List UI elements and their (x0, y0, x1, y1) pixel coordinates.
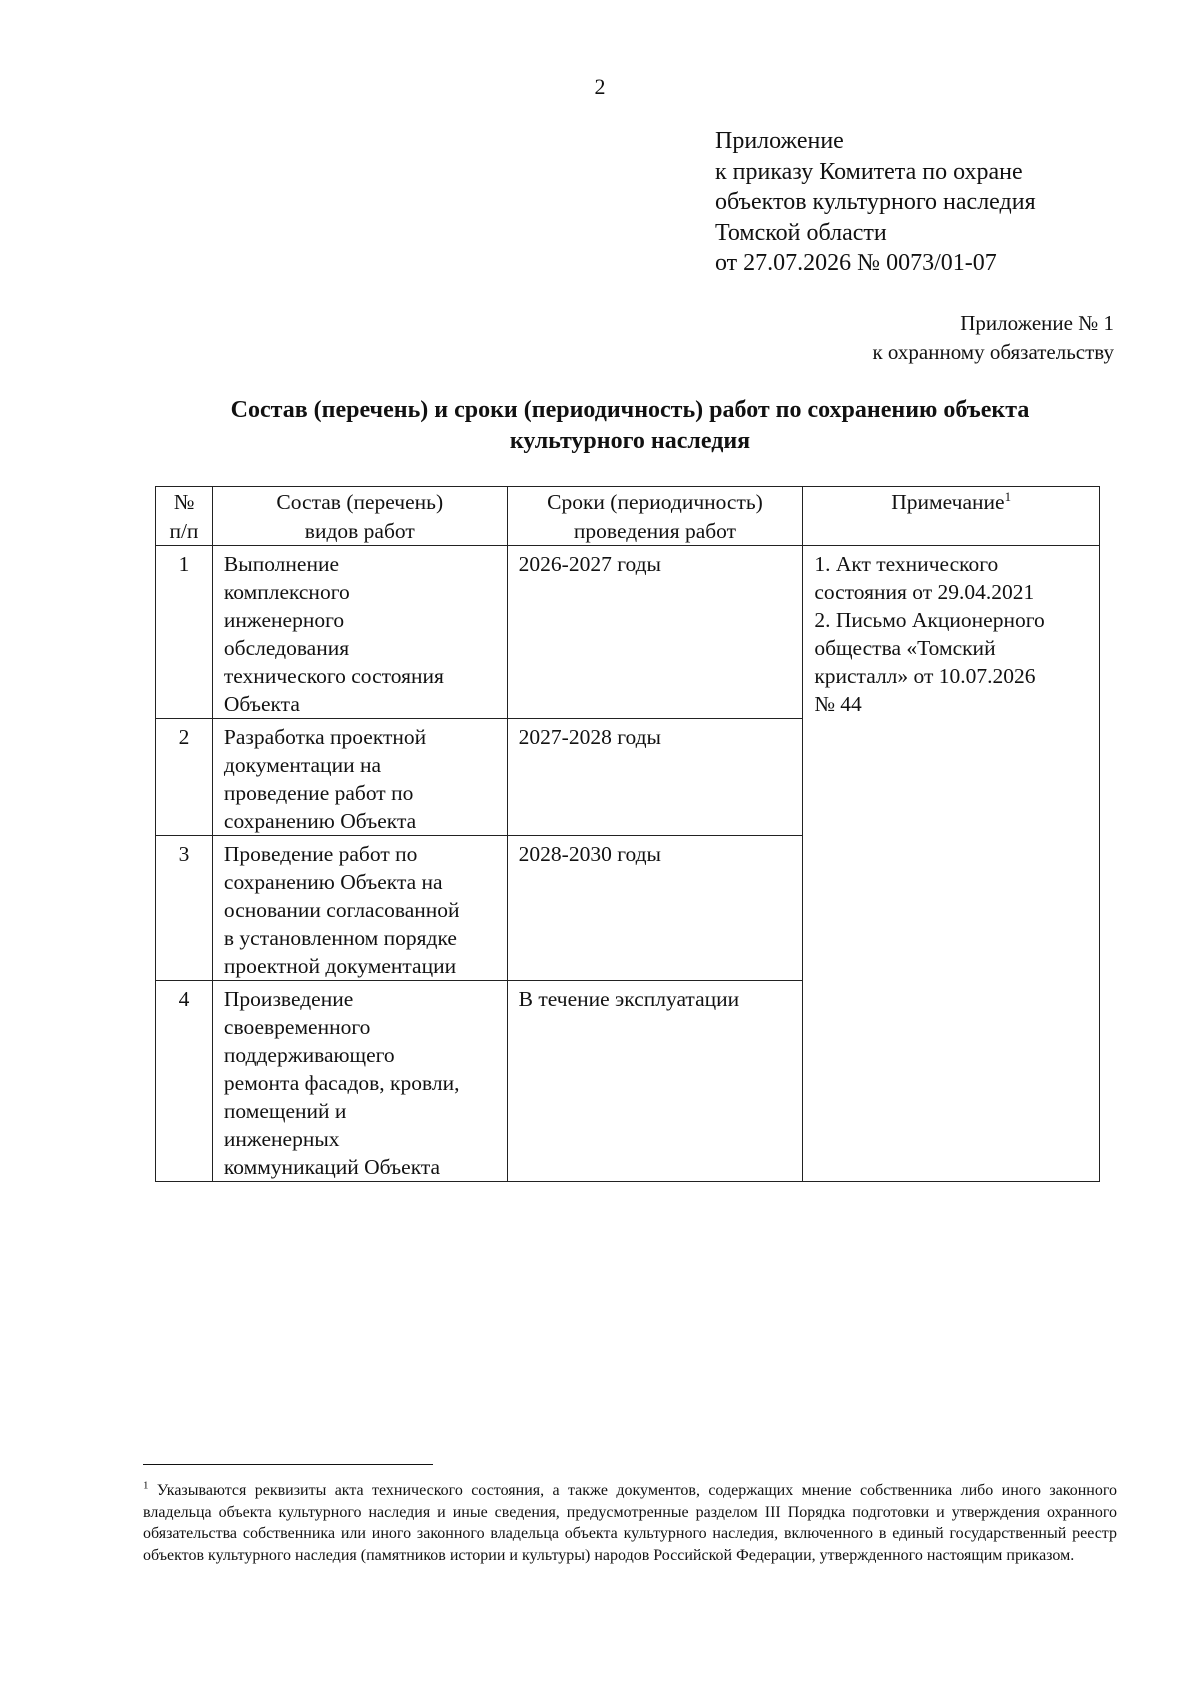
table-header-row (156, 487, 1100, 546)
row-works (212, 546, 507, 719)
row-number: 2 (156, 719, 213, 836)
works-table (155, 486, 1100, 1182)
works-line: Проведение работ по (223, 842, 418, 866)
header-text: п/п (169, 519, 199, 543)
header-text: видов работ (304, 519, 415, 543)
header-terms (507, 487, 803, 546)
document-title (130, 395, 1130, 457)
row-number: 1 (156, 546, 213, 719)
header-number (156, 487, 213, 546)
header-text: № (173, 490, 195, 514)
header-text: проведения работ (573, 519, 737, 543)
header-text: Сроки (периодичность) (547, 490, 763, 514)
footnote-mark: 1 (143, 1479, 149, 1492)
works-line: своевременного (223, 1015, 371, 1039)
footnote-separator (143, 1464, 433, 1465)
notes-line: кристалл» от 10.07.2026 (814, 664, 1036, 688)
notes-line: № 44 (814, 692, 862, 716)
page-number: 2 (594, 74, 606, 99)
row-notes (803, 546, 1100, 1182)
row-number: 3 (156, 836, 213, 981)
works-line: сохранению Объекта на (223, 870, 443, 894)
approval-line: объектов культурного наследия (715, 189, 1036, 215)
works-line: сохранению Объекта (223, 809, 417, 833)
works-line: помещений и (223, 1099, 347, 1123)
works-line: ремонта фасадов, кровли, (223, 1071, 460, 1095)
footnote-text: Указываются реквизиты акта технического состояния, а также документов, содержащих мнение собственника либо иного законного владельца объекта культурного наследия и иные сведения, предусмотренные разделом III Порядка подготовки и утверждения охранного обязательства собственника или иного законного владельца объекта культурного наследия, включенного в единый государственный реестр объектов культурного наследия (памятников истории и культуры) народов Российской Федерации, утвержденного настоящим приказом. (143, 1482, 1117, 1564)
works-line: обследования (223, 636, 350, 660)
row-terms: В течение эксплуатации (507, 981, 803, 1182)
title-line: Состав (перечень) и сроки (периодичность) работ по сохранению объекта (230, 397, 1030, 423)
works-line: поддерживающего (223, 1043, 395, 1067)
header-text: Состав (перечень) (276, 490, 444, 514)
works-line: основании согласованной (223, 898, 460, 922)
appendix-line: Приложение № 1 (960, 311, 1114, 335)
approval-line: к приказу Комитета по охране (715, 158, 1023, 185)
row-works (212, 719, 507, 836)
works-line: инженерного (223, 608, 345, 632)
header-notes (803, 487, 1100, 546)
row-works (212, 981, 507, 1182)
notes-line: 2. Письмо Акционерного (814, 608, 1045, 632)
row-terms: 2026-2027 годы (507, 546, 803, 719)
appendix-reference (872, 309, 1114, 367)
row-terms: 2027-2028 годы (507, 719, 803, 836)
row-works (212, 836, 507, 981)
works-line: инженерных (223, 1127, 340, 1151)
works-line: технического состояния (223, 664, 444, 688)
works-line: Объекта (223, 692, 300, 716)
works-line: Разработка проектной (223, 725, 427, 749)
works-line: в установленном порядке (223, 926, 457, 950)
footnote (143, 1480, 1117, 1566)
works-line: документации на (223, 753, 381, 777)
approval-block (715, 126, 1036, 279)
row-number: 4 (156, 981, 213, 1182)
approval-line: от 27.07.2026 № 0073/01-07 (715, 250, 997, 276)
appendix-line: к охранному обязательству (872, 340, 1114, 364)
footnote-reference: 1 (1004, 488, 1012, 504)
table-row (156, 546, 1100, 719)
notes-line: состояния от 29.04.2021 (814, 580, 1035, 604)
works-line: комплексного (223, 580, 350, 604)
notes-line: общества «Томский (814, 636, 996, 660)
approval-line: Приложение (715, 128, 844, 154)
works-line: проведение работ по (223, 781, 414, 805)
row-terms: 2028-2030 годы (507, 836, 803, 981)
works-line: коммуникаций Объекта (223, 1155, 441, 1179)
notes-line: 1. Акт технического (814, 552, 999, 576)
approval-line: Томской области (715, 219, 887, 246)
header-works (212, 487, 507, 546)
header-text: Примечание (891, 490, 1005, 514)
works-line: Выполнение (223, 552, 339, 576)
title-line: культурного наследия (509, 428, 751, 454)
works-line: Произведение (223, 987, 354, 1011)
works-line: проектной документации (223, 954, 457, 978)
